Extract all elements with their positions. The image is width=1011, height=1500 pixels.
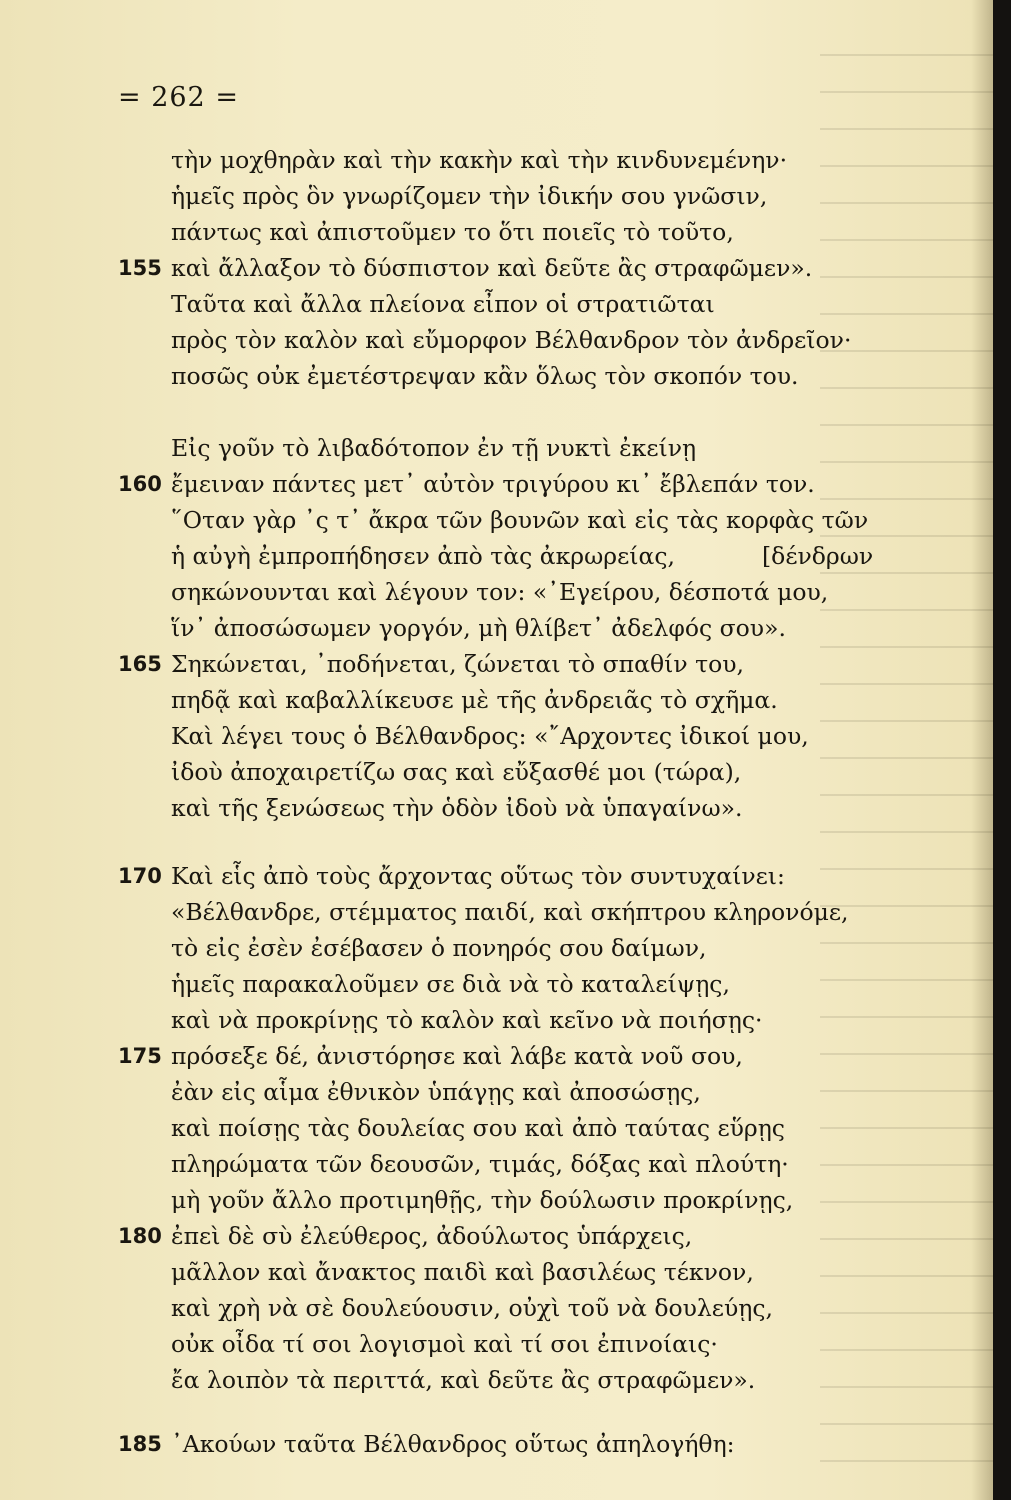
line-text: καὶ νὰ προκρίνῃς τὸ καλὸν καὶ κεῖνο νὰ ποιήσῃς· bbox=[171, 1006, 763, 1034]
line-text: ἐὰν εἰς αἷμα ἐθνικὸν ὑπάγῃς καὶ ἀποσώσῃς, bbox=[171, 1078, 701, 1106]
line-text: πηδᾷ καὶ καβαλλίκευσε μὲ τῆς ἀνδρειᾶς τὸ σχῆμα. bbox=[171, 686, 778, 714]
line-text: πρὸς τὸν καλὸν καὶ εὔμορφον Βέλθανδρον τὸν ἀνδρεῖον· bbox=[171, 326, 852, 354]
line-text: ἡμεῖς παρακαλοῦμεν σε διὰ νὰ τὸ καταλείψῃς, bbox=[171, 970, 730, 998]
line-text: ἰδοὺ ἀποχαιρετίζω σας καὶ εὔξασθέ μοι (τώρα), bbox=[171, 758, 742, 786]
line-text: σηκώνουνται καὶ λέγουν τον: «᾽Εγείρου, δέσποτά μου, bbox=[171, 578, 829, 606]
line-text: καὶ ἄλλαξον τὸ δύσπιστον καὶ δεῦτε ἂς στραφῶμεν». bbox=[171, 254, 813, 282]
line-text: ἐπεὶ δὲ σὺ ἐλεύθερος, ἀδούλωτος ὑπάρχεις, bbox=[171, 1222, 693, 1250]
line-text: Καὶ εἷς ἀπὸ τοὺς ἄρχοντας οὕτως τὸν συντυχαίνει: bbox=[171, 862, 785, 890]
line-text: μᾶλλον καὶ ἄνακτος παιδὶ καὶ βασιλέως τέκνον, bbox=[171, 1258, 754, 1286]
line-number: 165 bbox=[118, 652, 162, 676]
line-text: πρόσεξε δέ, ἀνιστόρησε καὶ λάβε κατὰ νοῦ σου, bbox=[171, 1042, 743, 1070]
line-text: Ταῦτα καὶ ἄλλα πλείονα εἶπον οἱ στρατιῶται bbox=[171, 290, 715, 318]
line-text: Σηκώνεται, ᾽ποδήνεται, ζώνεται τὸ σπαθίν του, bbox=[171, 650, 744, 678]
line-text: καὶ χρὴ νὰ σὲ δουλεύουσιν, οὐχὶ τοῦ νὰ δουλεύῃς, bbox=[171, 1294, 773, 1322]
line-text: πάντως καὶ ἀπιστοῦμεν το ὅτι ποιεῖς τὸ τοῦτο, bbox=[171, 218, 734, 246]
line-number: 180 bbox=[118, 1224, 162, 1248]
line-number: 175 bbox=[118, 1044, 162, 1068]
line-text: ῞Οταν γὰρ ᾽ς τ᾽ ἄκρα τῶν βουνῶν καὶ εἰς τὰς κορφὰς τῶν bbox=[171, 506, 869, 534]
line-number: 170 bbox=[118, 864, 162, 888]
line-text: μὴ γοῦν ἄλλο προτιμηθῇς, τὴν δούλωσιν προκρίνῃς, bbox=[171, 1186, 794, 1214]
line-number: 185 bbox=[118, 1432, 162, 1456]
line-text: ἵν᾽ ἀποσώσωμεν γοργόν, μὴ θλίβετ᾽ ἀδελφός σου». bbox=[171, 614, 786, 642]
page-edge-shadow bbox=[971, 0, 993, 1500]
line-text: ἔμειναν πάντες μετ᾽ αὐτὸν τριγύρου κι᾽ ἔβλεπάν τον. bbox=[171, 470, 815, 498]
line-text: Εἰς γοῦν τὸ λιβαδότοπον ἐν τῇ νυκτὶ ἐκείνῃ bbox=[171, 434, 697, 462]
line-number: 160 bbox=[118, 472, 162, 496]
line-text: καὶ τῆς ξενώσεως τὴν ὁδὸν ἰδοὺ νὰ ὑπαγαίνω». bbox=[171, 794, 743, 822]
line-text: ἡμεῖς πρὸς ὃν γνωρίζομεν τὴν ἰδικήν σου γνῶσιν, bbox=[171, 182, 768, 210]
page-edge bbox=[993, 0, 1011, 1500]
line-continuation: [δένδρων bbox=[762, 542, 874, 570]
line-text: ἔα λοιπὸν τὰ περιττά, καὶ δεῦτε ἂς στραφῶμεν». bbox=[171, 1366, 756, 1394]
line-text: Καὶ λέγει τους ὁ Βέλθανδρος: «῎Αρχοντες ἰδικοί μου, bbox=[171, 722, 809, 750]
line-text: τὴν μοχθηρὰν καὶ τὴν κακὴν καὶ τὴν κινδυνεμένην· bbox=[171, 146, 788, 174]
line-text: οὐκ οἶδα τί σοι λογισμοὶ καὶ τί σοι ἐπινοίαις· bbox=[171, 1330, 718, 1358]
line-text: «Βέλθανδρε, στέμματος παιδί, καὶ σκήπτρου κληρονόμε, bbox=[171, 898, 849, 926]
line-text: καὶ ποίσῃς τὰς δουλείας σου καὶ ἀπὸ ταύτας εὕρῃς bbox=[171, 1114, 785, 1142]
line-text: ᾽Ακούων ταῦτα Βέλθανδρος οὕτως ἀπηλογήθη: bbox=[171, 1430, 735, 1458]
line-text: πληρώματα τῶν δεουσῶν, τιμάς, δόξας καὶ πλούτη· bbox=[171, 1150, 789, 1178]
page-number-header: = 262 = bbox=[118, 82, 239, 113]
line-number: 155 bbox=[118, 256, 162, 280]
line-text: τὸ εἰς ἐσὲν ἐσέβασεν ὁ πονηρός σου δαίμων, bbox=[171, 934, 707, 962]
line-text: ποσῶς οὐκ ἐμετέστρεψαν κἂν ὅλως τὸν σκοπόν του. bbox=[171, 362, 799, 390]
line-text: ἡ αὐγὴ ἐμπροπήδησεν ἀπὸ τὰς ἀκρωρείας, bbox=[171, 542, 675, 570]
